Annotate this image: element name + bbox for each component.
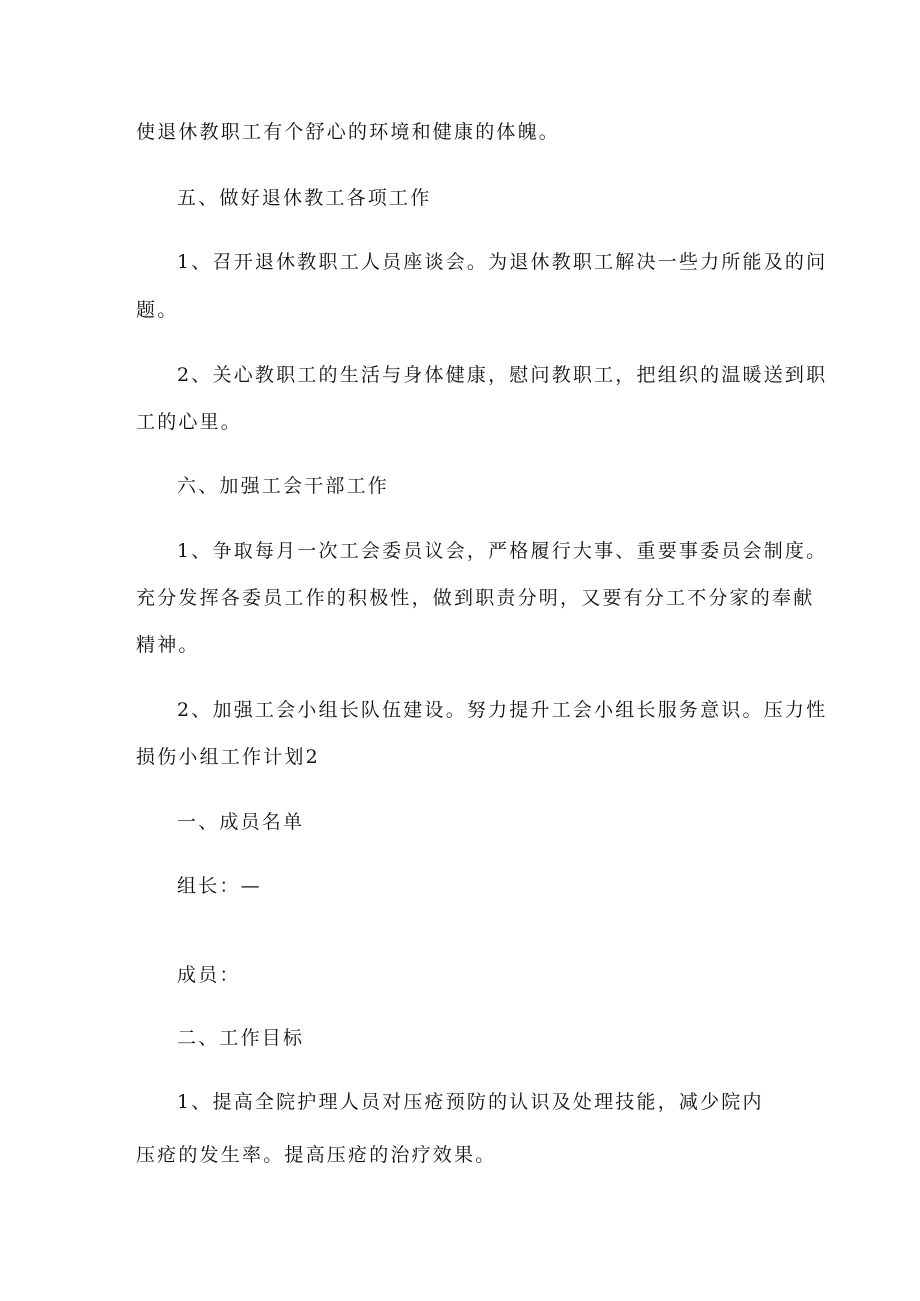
section-heading: 二、工作目标 xyxy=(177,1027,305,1049)
paragraph-line: 1、召开退休教职工人员座谈会。为退休教职工解决一些力所能及的问 xyxy=(177,251,828,273)
paragraph-line: 2、关心教职工的生活与身体健康，慰问教职工，把组织的温暖送到职 xyxy=(177,364,828,386)
paragraph-line: 使退休教职工有个舒心的环境和健康的体魄。 xyxy=(136,121,561,143)
paragraph-line: 损伤小组工作计划2 xyxy=(136,746,320,768)
section-heading: 一、成员名单 xyxy=(177,811,305,833)
paragraph-line: 成员： xyxy=(177,964,241,986)
paragraph-line: 充分发挥各委员工作的积极性，做到职责分明，又要有分工不分家的奉献 xyxy=(136,587,815,609)
paragraph-line: 2、加强工会小组长队伍建设。努力提升工会小组长服务意识。压力性 xyxy=(177,699,828,721)
paragraph-line: 1、争取每月一次工会委员议会，严格履行大事、重要事委员会制度。 xyxy=(177,540,828,562)
paragraph-line: 组长：— xyxy=(177,875,262,897)
section-heading: 五、做好退休教工各项工作 xyxy=(177,187,432,209)
paragraph-line: 1、提高全院护理人员对压疮预防的认识及处理技能，减少院内 xyxy=(177,1091,764,1113)
paragraph-line: 题。 xyxy=(136,299,179,321)
paragraph-line: 压疮的发生率。提高压疮的治疗效果。 xyxy=(136,1144,497,1166)
section-heading: 六、加强工会干部工作 xyxy=(177,475,390,497)
paragraph-line: 精神。 xyxy=(136,634,200,656)
paragraph-line: 工的心里。 xyxy=(136,411,243,433)
